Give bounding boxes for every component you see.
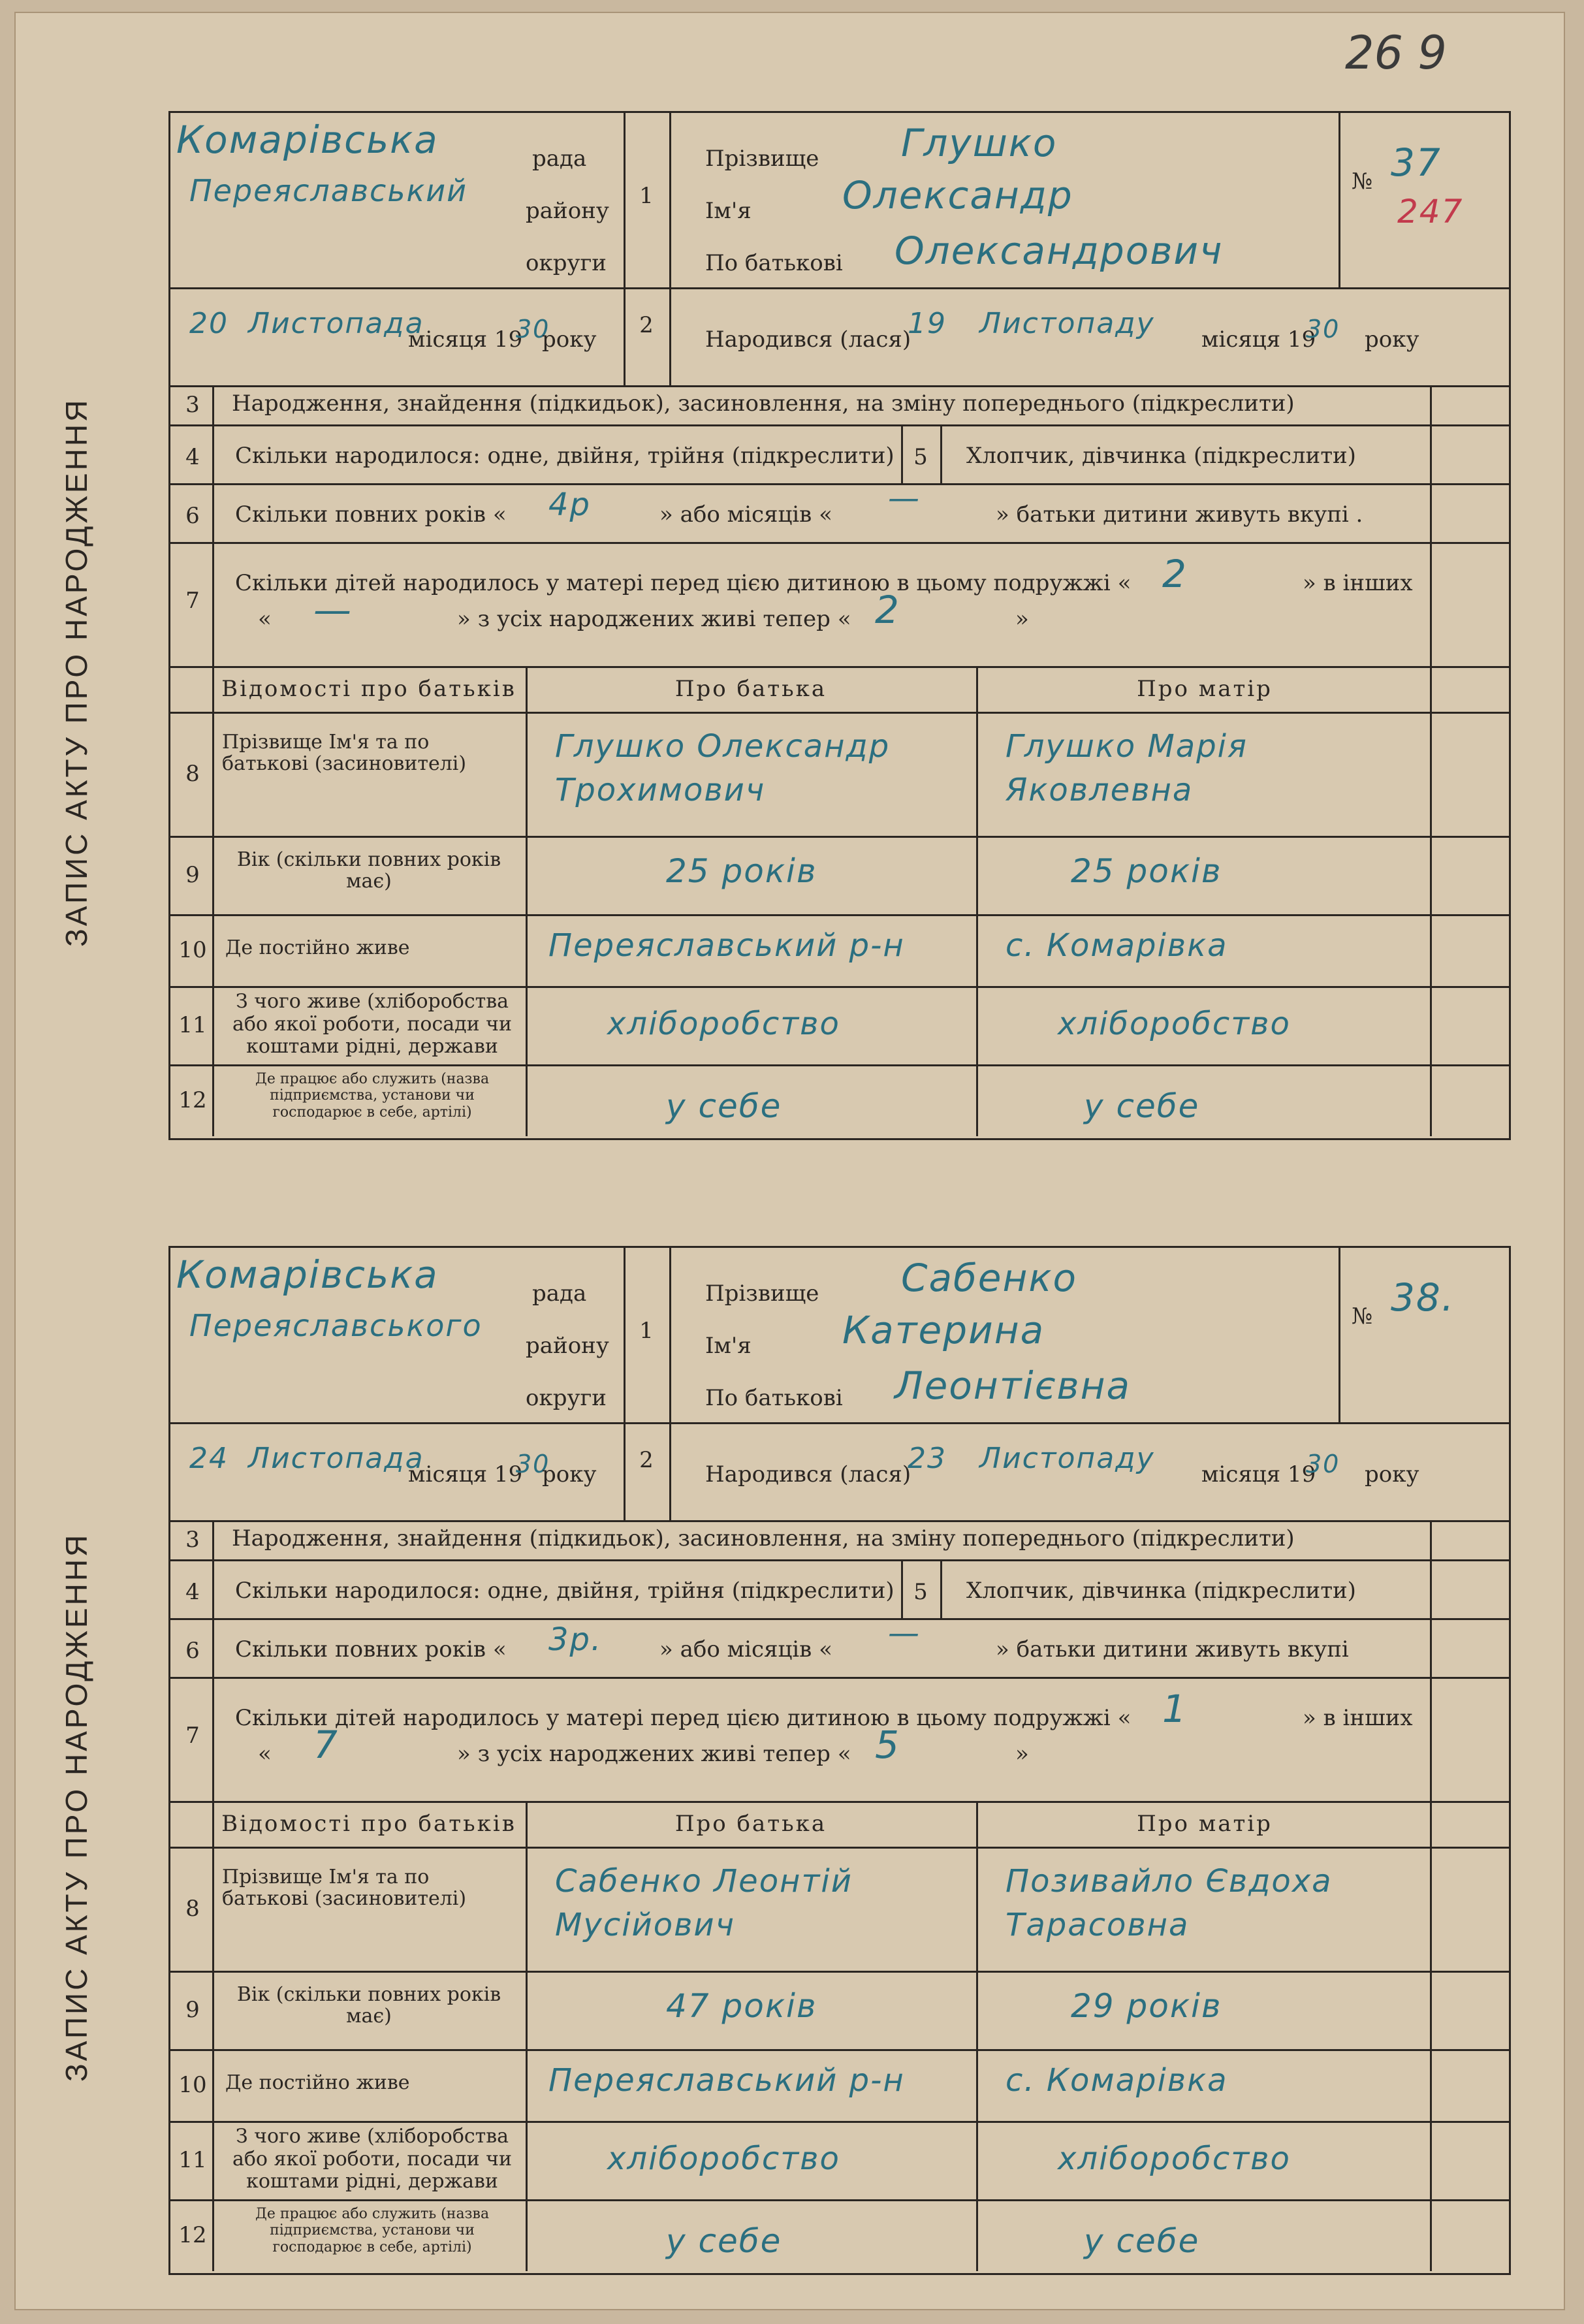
side-title: ЗАПИС АКТУ ПРО НАРОДЖЕННЯ — [59, 397, 93, 947]
row7-d: » — [1015, 606, 1029, 632]
raion-label: району — [526, 1333, 609, 1359]
parents-header: Відомості про батьків — [221, 1811, 516, 1837]
number-label: № — [1352, 168, 1373, 195]
father-home: Переяславський р-н — [548, 927, 905, 964]
father-name: Сабенко Леонтій Мусійович — [555, 1863, 853, 1944]
born-year-label: року — [1365, 1461, 1419, 1488]
row6-months: — — [888, 480, 921, 517]
born-day: 23 — [908, 1442, 947, 1475]
row6-b: » або місяців « — [659, 501, 832, 528]
father-work: у себе — [666, 2222, 782, 2260]
parents-header: Відомості про батьків — [221, 676, 516, 702]
row7-d: » — [1015, 1741, 1029, 1767]
row7-b: » в інших — [1303, 570, 1413, 596]
born-month-label: місяця 19 — [1201, 326, 1316, 353]
rada-label: рада — [532, 1281, 587, 1307]
born-month: Листопаду — [979, 1442, 1155, 1475]
patronymic-label: По батькові — [705, 250, 843, 276]
father-name: Глушко Олександр Трохимович — [555, 728, 891, 809]
row6-years: 4р — [548, 486, 592, 523]
number-label: № — [1352, 1303, 1373, 1329]
raion-label: району — [526, 198, 609, 224]
row7-other: 7 — [313, 1723, 339, 1767]
row7-b: » в інших — [1303, 1705, 1413, 1731]
row6-a: Скільки повних років « — [235, 1636, 507, 1663]
row9-label: Вік (скільки повних років має) — [236, 1983, 501, 2028]
mother-living: хліборобство — [1058, 2141, 1291, 2177]
row11-label: З чого живе (хліборобства або якої роботи, посади чи коштами рідні, держави — [232, 2125, 513, 2193]
father-home: Переяславський р-н — [548, 2062, 905, 2099]
mother-work: у себе — [1084, 2222, 1200, 2260]
rada-value: Комарівська — [176, 118, 439, 162]
born-label: Народився (лася) — [705, 1461, 911, 1488]
father-living: хліборобство — [607, 1006, 840, 1042]
name-value: Олександр — [842, 173, 1073, 217]
okruha-label: округи — [526, 1385, 607, 1411]
born-year-label: року — [1365, 326, 1419, 353]
row10-label: Де постійно живе — [225, 2071, 410, 2094]
row11-label: З чого живе (хліборобства або якої роботи, посади чи коштами рідні, держави — [232, 990, 513, 1058]
surname-value: Глушко — [901, 121, 1058, 165]
row7-c: » з усіх народжених живі тепер « — [457, 1741, 851, 1767]
father-age: 25 років — [666, 852, 817, 890]
row6-c: » батьки дитини живуть вкупі . — [996, 501, 1363, 528]
row8-label: Прізвище Ім'я та по батькові (засиновителі) — [222, 731, 467, 775]
birth-record: ЗАПИС АКТУ ПРО НАРОДЖЕННЯ Комарівська рада Переяславського району округи 24 Листопада місяця 19 30 року 1 2 Прізвище Сабенко Ім'я Катерина По батькові Леонтієвна № 38. Народився (лася) 23 Листопаду місяця 19 30 року 3 Народження, знайдення (підкидьок), засиновлення, на зміну попереднього (підкреслити) 4 Скільки народилося: одне, двійня, трійня (підкреслити) 5 Хлопчик, дівчинка (підкреслити) 6 Скільки повних років « 3р. » або місяців « — » батьки дитини живуть вкупі 7 Скільки дітей народилось у матері перед цією дитиною в цьому подружжі « 1 » в інших « 7 » з усіх народжених живі тепер « 5 » Відомості про батьків Про батька Про матір 8 Прізвище Ім'я та по батькові (засиновителі) Сабенко Леонтій Мусійович Позивайло Євдоха Тарасовна 9 Вік (скільки повних років має) 47 років 29 років 10 Де постійно живе Переяславський р-н с. Комарівка 11 З чого живе (хліборобства або якої роботи, посади чи коштами рідні, держави хліборобство хліборобство 12 Де працює або служить (назва підприємства, установи чи господарює в себе, артілі) у себе у себе — [0, 1135, 1584, 2284]
name-label: Ім'я — [705, 198, 752, 224]
father-work: у себе — [666, 1087, 782, 1125]
born-year: 30 — [1306, 315, 1340, 343]
patronymic-value: Леонтієвна — [895, 1363, 1132, 1408]
row3-text: Народження, знайдення (підкидьок), засиновлення, на зміну попереднього (підкреслити) — [232, 390, 1295, 417]
reg-month: Листопада — [248, 1442, 424, 1475]
reg-day: 24 — [189, 1442, 229, 1475]
row6-b: » або місяців « — [659, 1636, 832, 1663]
row8-label: Прізвище Ім'я та по батькові (засиновителі) — [222, 1866, 467, 1910]
mother-home: с. Комарівка — [1006, 2062, 1228, 2099]
father-age: 47 років — [666, 1987, 817, 2025]
father-header: Про батька — [674, 676, 827, 702]
reg-month-label: місяця 19 — [408, 1461, 523, 1488]
patronymic-label: По батькові — [705, 1385, 843, 1411]
row4-text: Скільки народилося: одне, двійня, трійня (підкреслити) — [235, 443, 895, 469]
mother-home: с. Комарівка — [1006, 927, 1228, 964]
row10-label: Де постійно живе — [225, 936, 410, 959]
row7-other: — — [313, 588, 353, 632]
row6-years: 3р. — [548, 1621, 603, 1658]
rada-label: рада — [532, 146, 587, 172]
raion-value: Переяславського — [189, 1308, 483, 1343]
born-day: 19 — [908, 307, 947, 340]
mother-age: 25 років — [1071, 852, 1222, 890]
number-value: 38. — [1391, 1275, 1455, 1320]
row6-a: Скільки повних років « — [235, 501, 507, 528]
name-label: Ім'я — [705, 1333, 752, 1359]
surname-label: Прізвище — [705, 146, 819, 172]
born-year: 30 — [1306, 1450, 1340, 1478]
born-month-label: місяця 19 — [1201, 1461, 1316, 1488]
mother-header: Про матір — [1137, 676, 1273, 702]
side-title: ЗАПИС АКТУ ПРО НАРОДЖЕННЯ — [59, 1532, 93, 2082]
reg-year-label: року — [542, 326, 597, 353]
father-living: хліборобство — [607, 2141, 840, 2177]
rada-value: Комарівська — [176, 1252, 439, 1297]
father-header: Про батька — [674, 1811, 827, 1837]
reg-day: 20 — [189, 307, 229, 340]
number-red: 247 — [1397, 193, 1464, 231]
mother-name: Позивайло Євдоха Тарасовна — [1006, 1863, 1333, 1944]
surname-label: Прізвище — [705, 1281, 819, 1307]
row7-a: Скільки дітей народилось у матері перед цією дитиною в цьому подружжі « — [235, 570, 1132, 596]
reg-year: 30 — [516, 1450, 550, 1478]
row9-label: Вік (скільки повних років має) — [236, 848, 501, 893]
reg-month-label: місяця 19 — [408, 326, 523, 353]
patronymic-value: Олександрович — [895, 229, 1224, 273]
birth-record: ЗАПИС АКТУ ПРО НАРОДЖЕННЯ Комарівська рада Переяславський району округи 20 Листопада місяця 19 30 року 1 2 Прізвище Глушко Ім'я Олександр По батькові Олександрович № 37 247 Народився (лася) 19 Листопаду місяця 19 30 року 3 Народження, знайдення (підкидьок), засиновлення, на зміну попереднього (підкреслити) 4 Скільки народилося: одне, двійня, трійня (підкреслити) 5 Хлопчик, дівчинка (підкреслити) 6 Скільки повних років « 4р » або місяців « — » батьки дитини живуть вкупі . 7 Скільки дітей народилось у матері перед цією дитиною в цьому подружжі « 2 » в інших « — » з усіх народжених живі тепер « 2 » Відомості про батьків Про батька Про матір 8 Прізвище Ім'я та по батькові (засиновителі) Глушко Олександр Трохимович Глушко Марія Яковлевна 9 Вік (скільки повних років має) 25 років 25 років 10 Де постійно живе Переяславський р-н с. Комарівка 11 З чого живе (хліборобства або якої роботи, посади чи коштами рідні, держави хліборобство хліборобство 12 Де працює або служить (назва підприємства, установи чи господарює в себе, артілі) у себе у себе — [0, 0, 1584, 1149]
name-value: Катерина — [842, 1308, 1045, 1352]
mother-name: Глушко Марія Яковлевна — [1006, 728, 1248, 809]
row7-alive: 5 — [875, 1723, 900, 1767]
reg-month: Листопада — [248, 307, 424, 340]
row3-text: Народження, знайдення (підкидьок), засиновлення, на зміну попереднього (підкреслити) — [232, 1525, 1295, 1552]
surname-value: Сабенко — [901, 1256, 1077, 1300]
reg-year: 30 — [516, 315, 550, 343]
row5-text: Хлопчик, дівчинка (підкреслити) — [966, 443, 1356, 469]
okruha-label: округи — [526, 250, 607, 276]
mother-work: у себе — [1084, 1087, 1200, 1125]
reg-year-label: року — [542, 1461, 597, 1488]
row7-this: 1 — [1162, 1687, 1188, 1731]
row7-a: Скільки дітей народилось у матері перед цією дитиною в цьому подружжі « — [235, 1705, 1132, 1731]
row6-months: — — [888, 1615, 921, 1651]
born-label: Народився (лася) — [705, 326, 911, 353]
row7-alive: 2 — [875, 588, 900, 632]
number-value: 37 — [1391, 140, 1442, 185]
row5-text: Хлопчик, дівчинка (підкреслити) — [966, 1578, 1356, 1604]
mother-living: хліборобство — [1058, 1006, 1291, 1042]
row12-label: Де працює або служить (назва підприємства, установи чи господарює в себе, артілі) — [255, 2206, 490, 2255]
corner-mark: 26 9 — [1345, 26, 1447, 80]
row7-this: 2 — [1162, 552, 1188, 596]
row7-c: » з усіх народжених живі тепер « — [457, 606, 851, 632]
mother-age: 29 років — [1071, 1987, 1222, 2025]
born-month: Листопаду — [979, 307, 1155, 340]
row4-text: Скільки народилося: одне, двійня, трійня (підкреслити) — [235, 1578, 895, 1604]
row6-c: » батьки дитини живуть вкупі — [996, 1636, 1349, 1663]
row12-label: Де працює або служить (назва підприємства, установи чи господарює в себе, артілі) — [255, 1071, 490, 1121]
raion-value: Переяславський — [189, 173, 468, 208]
mother-header: Про матір — [1137, 1811, 1273, 1837]
